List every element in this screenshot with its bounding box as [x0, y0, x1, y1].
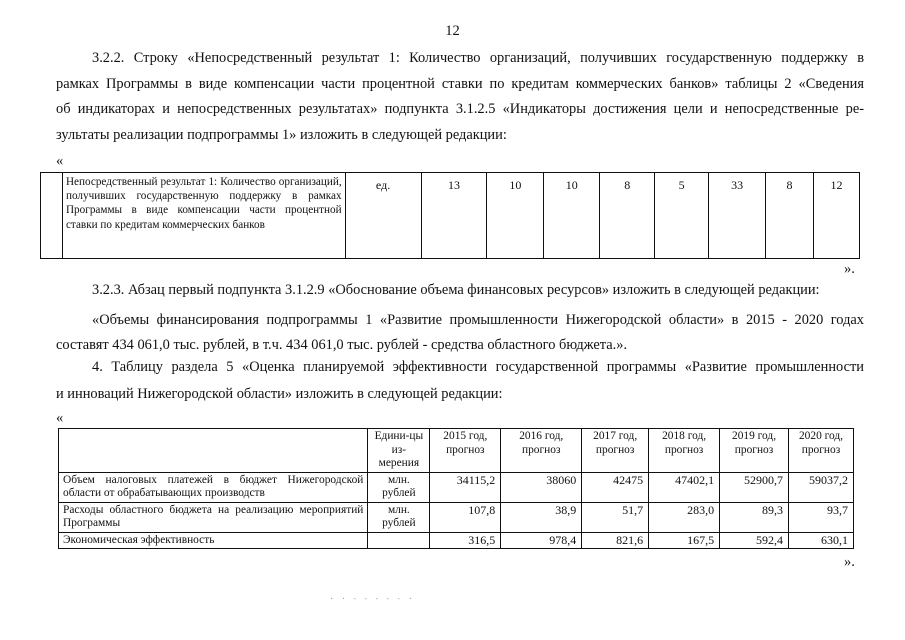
- paragraph-line: 3.2.2. Строку «Непосредственный результат 1: Количество организаций, получивших государственную поддержку в: [92, 50, 864, 66]
- indicator-table: [40, 172, 860, 259]
- row-unit-cell: [368, 532, 430, 549]
- close-quote: ».: [844, 261, 855, 277]
- value-cell: 10: [487, 173, 544, 259]
- paragraph-line: и инноваций Нижегородской области» изложить в следующей редакции:: [56, 385, 503, 402]
- header-year-cell: 2016 год, прогноз: [501, 429, 582, 473]
- header-name-cell: [59, 429, 368, 473]
- header-year-cell: 2019 год, прогноз: [720, 429, 789, 473]
- paragraph-line: рамках Программы в виде компенсации части процентной ставки по кредитам коммерческих банков» таблицы 2 «Сведения: [56, 75, 864, 92]
- header-year-cell: 2020 год, прогноз: [789, 429, 854, 473]
- row-unit-cell: млн. рублей: [368, 502, 430, 532]
- page-number: 12: [445, 23, 460, 39]
- table-header-row: [59, 429, 854, 473]
- row-name-cell: Объем налоговых платежей в бюджет Нижегородской области от обрабатывающих производств: [59, 472, 368, 502]
- value-cell: 38,9: [501, 502, 582, 532]
- efficiency-table: [58, 428, 854, 549]
- value-cell: 592,4: [720, 532, 789, 549]
- value-cell: 8: [600, 173, 655, 259]
- value-cell: 10: [544, 173, 600, 259]
- open-quote: «: [56, 153, 64, 169]
- paragraph-line: зультаты реализации подпрограммы 1» изложить в следующей редакции:: [56, 126, 507, 143]
- paragraph-4: [56, 355, 864, 407]
- table-row: [59, 532, 854, 549]
- header-year-cell: 2015 год, прогноз: [430, 429, 501, 473]
- table-row: [59, 502, 854, 532]
- value-cell: 33: [709, 173, 766, 259]
- unit-cell: ед.: [345, 173, 421, 259]
- value-cell: 51,7: [582, 502, 649, 532]
- value-cell: 34115,2: [430, 472, 501, 502]
- paragraph-line: составят 434 061,0 тыс. рублей, в т.ч. 434 061,0 тыс. рублей - средства областного бюджета.».: [56, 337, 628, 353]
- open-quote: «: [56, 410, 64, 426]
- table-row: [41, 173, 860, 259]
- value-cell: 93,7: [789, 502, 854, 532]
- value-cell: 107,8: [430, 502, 501, 532]
- close-quote: ».: [844, 554, 855, 570]
- value-cell: 8: [766, 173, 814, 259]
- value-cell: 12: [813, 173, 859, 259]
- paragraph-line: «Объемы финансирования подпрограммы 1 «Развитие промышленности Нижегородской области» в 2015 - 2020 годах: [92, 311, 864, 328]
- paragraph-line: об индикаторах и непосредственных результатах» подпункта 3.1.2.5 «Индикаторы достижения цели и непосредственные ре-: [56, 101, 864, 117]
- row-number-cell: [41, 173, 63, 259]
- indicator-description: Непосредственный результат 1: Количество организаций, получивших государственную поддержку в рамках Программы в виде компенсации части процентной ставки по кредитам коммерческих банков: [62, 173, 345, 259]
- value-cell: 59037,2: [789, 472, 854, 502]
- value-cell: 978,4: [501, 532, 582, 549]
- value-cell: 5: [655, 173, 709, 259]
- header-year-cell: 2017 год, прогноз: [582, 429, 649, 473]
- value-cell: 52900,7: [720, 472, 789, 502]
- paragraph-3-2-3: [56, 278, 864, 359]
- value-cell: 89,3: [720, 502, 789, 532]
- row-name-cell: Расходы областного бюджета на реализацию мероприятий Программы: [59, 502, 368, 532]
- paragraph-line: 3.2.3. Абзац первый подпункта 3.1.2.9 «Обоснование объема финансовых ресурсов» изложить в следующей редакции:: [92, 282, 820, 298]
- value-cell: 47402,1: [649, 472, 720, 502]
- value-cell: 167,5: [649, 532, 720, 549]
- value-cell: 13: [421, 173, 487, 259]
- scan-noise: · · ∙ ∙ ∙ ∙ ∙ ·: [330, 594, 415, 605]
- paragraph-3-2-2: [56, 46, 864, 148]
- paragraph-line: 4. Таблицу раздела 5 «Оценка планируемой эффективности государственной программы «Развитие промышленности: [92, 359, 864, 375]
- value-cell: 630,1: [789, 532, 854, 549]
- row-unit-cell: млн. рублей: [368, 472, 430, 502]
- value-cell: 42475: [582, 472, 649, 502]
- value-cell: 316,5: [430, 532, 501, 549]
- value-cell: 821,6: [582, 532, 649, 549]
- value-cell: 38060: [501, 472, 582, 502]
- table-row: [59, 472, 854, 502]
- row-name-cell: Экономическая эффективность: [59, 532, 368, 549]
- header-year-cell: 2018 год, прогноз: [649, 429, 720, 473]
- header-unit-cell: Едини-цы из-мерения: [368, 429, 430, 473]
- value-cell: 283,0: [649, 502, 720, 532]
